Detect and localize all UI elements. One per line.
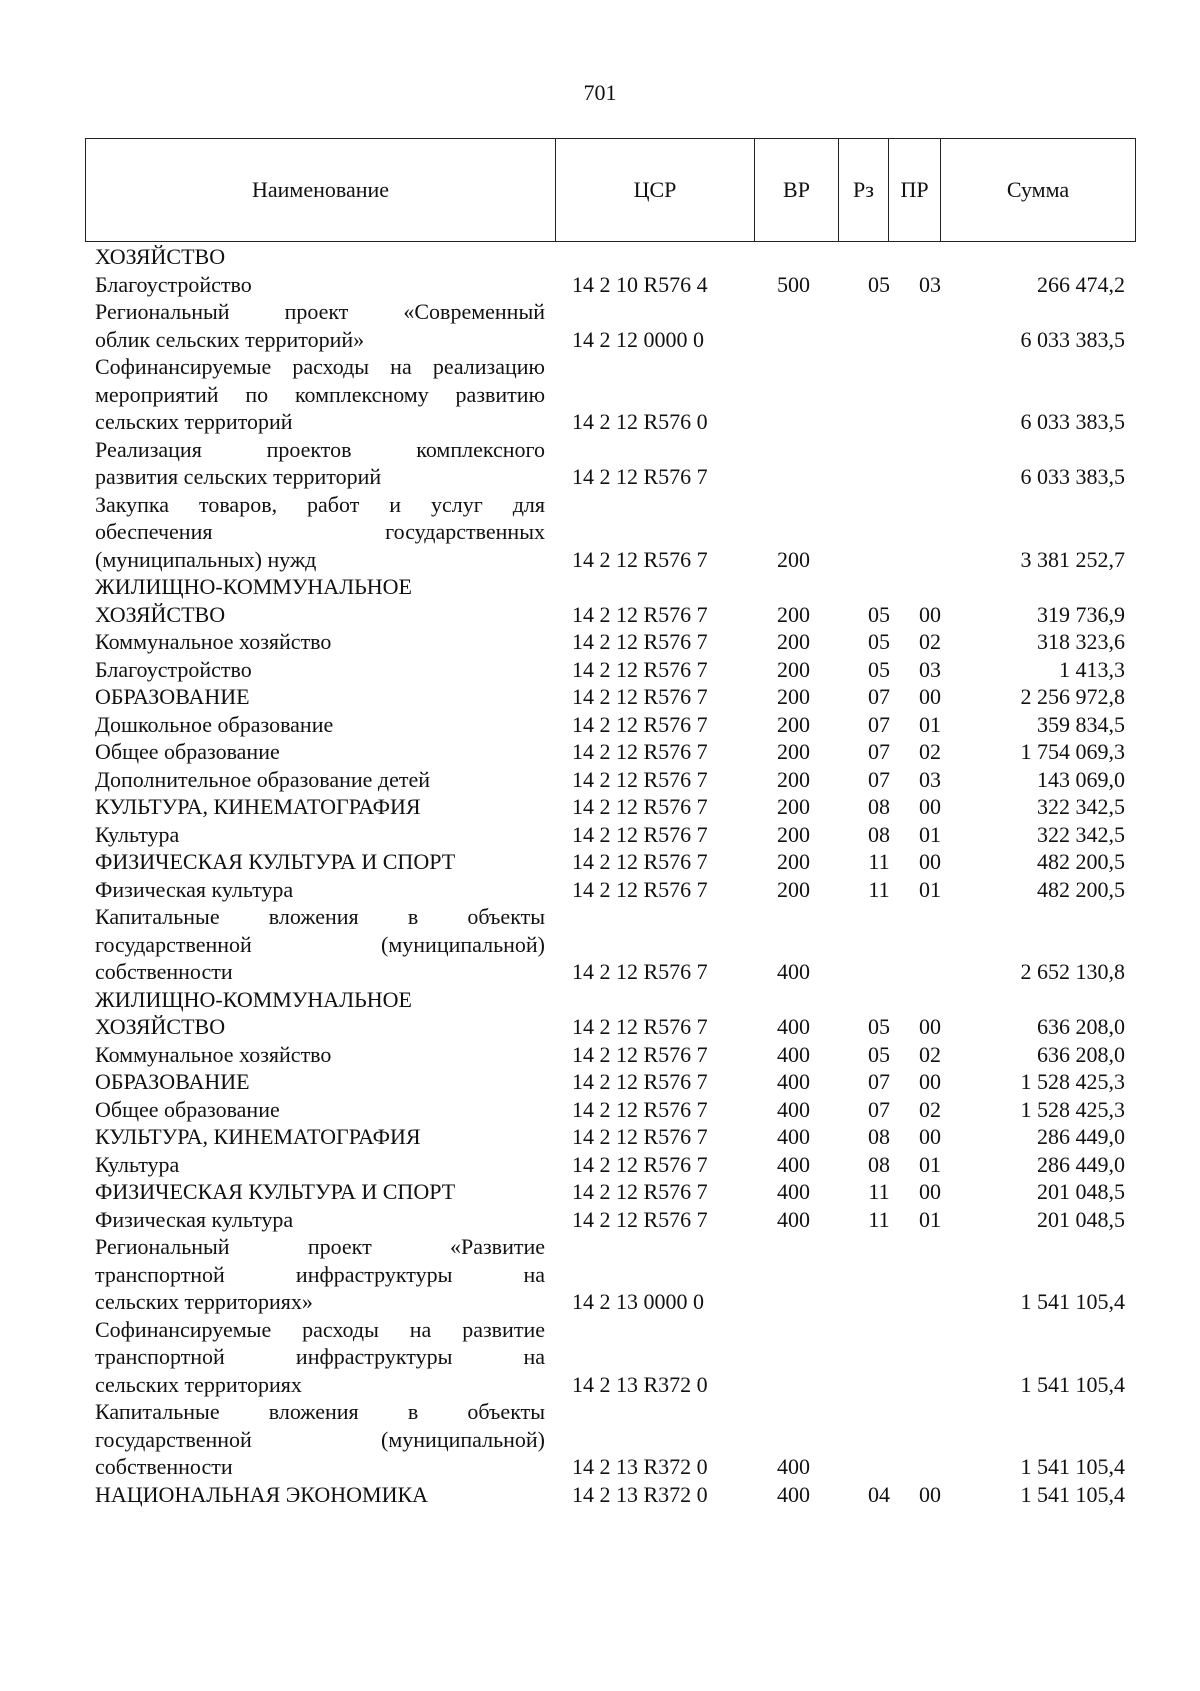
row-sum: 359 834,5 — [1037, 711, 1125, 737]
row-rz: 07 — [868, 684, 890, 709]
row-name-line: Общее образование — [95, 1096, 280, 1122]
row-rz — [855, 958, 903, 986]
row-name-line: обеспечения государственных — [95, 519, 545, 544]
row-name-line: ОБРАЗОВАНИЕ — [95, 1069, 250, 1094]
row-code: 14 2 12 R576 7 — [572, 656, 708, 682]
row-vr: 400 — [777, 1454, 810, 1479]
row-pr: 00 — [919, 1124, 941, 1149]
table-row — [85, 1123, 1135, 1151]
row-sum: 319 736,9 — [1037, 601, 1125, 627]
row-name-line: Физическая культура — [95, 1206, 294, 1232]
row-name-line: Физическая культура — [95, 876, 294, 902]
row-name-line: облик сельских территорий» — [95, 326, 365, 352]
row-rz: 05 — [868, 1041, 890, 1067]
row-pr: 02 — [919, 739, 941, 764]
row-name-line: КУЛЬТУРА, КИНЕМАТОГРАФИЯ — [95, 1124, 421, 1149]
row-name — [85, 436, 545, 491]
row-vr: 200 — [777, 766, 810, 792]
row-code: 14 2 12 R576 7 — [572, 1096, 708, 1122]
row-pr — [903, 463, 957, 491]
row-rz: 08 — [868, 1124, 890, 1149]
row-name — [85, 353, 545, 436]
row-name — [85, 986, 545, 1041]
table-row — [85, 1481, 1135, 1509]
row-rz — [855, 546, 903, 574]
table-row — [85, 876, 1135, 904]
row-sum: 1 541 105,4 — [1020, 1481, 1125, 1507]
header-pr: ПР — [889, 139, 941, 242]
header-vr: ВР — [755, 139, 839, 242]
row-name — [85, 1151, 545, 1179]
row-name — [85, 903, 545, 986]
row-name-line: развития сельских территорий — [95, 464, 382, 489]
row-code: 14 2 12 R576 7 — [572, 1151, 708, 1177]
row-vr — [766, 1288, 855, 1316]
row-rz: 11 — [868, 1206, 890, 1232]
row-name-line: Культура — [95, 1151, 180, 1177]
row-vr: 200 — [777, 739, 810, 764]
row-sum: 2 652 130,8 — [1020, 959, 1125, 984]
row-pr — [903, 1288, 957, 1316]
row-name — [85, 656, 545, 684]
table-row — [85, 1316, 1135, 1399]
row-pr — [903, 243, 957, 271]
row-code: 14 2 12 R576 7 — [572, 1179, 708, 1204]
row-rz: 05 — [868, 629, 890, 654]
row-name-line: ХОЗЯЙСТВО — [95, 601, 226, 627]
row-code: 14 2 12 R576 0 — [572, 409, 708, 434]
row-name-line: Общее образование — [95, 739, 280, 764]
row-name-line: Софинансируемые расходы на реализацию — [95, 354, 545, 379]
row-code: 14 2 12 R576 7 — [572, 1206, 708, 1232]
row-sum: 636 208,0 — [1037, 1041, 1125, 1067]
row-sum: 201 048,5 — [1037, 1206, 1125, 1232]
row-vr — [766, 1371, 855, 1399]
row-rz — [855, 408, 903, 436]
row-name — [85, 1316, 545, 1399]
row-code: 14 2 12 R576 7 — [572, 546, 708, 572]
row-code: 14 2 13 R372 0 — [572, 1481, 708, 1507]
row-name-line: Благоустройство — [95, 271, 252, 297]
row-name-line: Культура — [95, 821, 180, 847]
table-row — [85, 1206, 1135, 1234]
row-vr: 200 — [777, 656, 810, 682]
row-name — [85, 1178, 545, 1206]
row-name-line: сельских территориях — [95, 1371, 302, 1397]
table-row — [85, 243, 1135, 271]
row-sum: 6 033 383,5 — [1020, 409, 1125, 434]
row-code: 14 2 13 R372 0 — [572, 1371, 708, 1397]
row-code: 14 2 13 R372 0 — [572, 1454, 708, 1479]
row-code: 14 2 13 0000 0 — [572, 1289, 704, 1314]
row-name-line: собственности — [95, 959, 233, 984]
page-number: 701 — [583, 80, 617, 105]
row-rz: 05 — [868, 656, 890, 682]
row-name-line: Региональный проект «Современный — [95, 299, 545, 324]
row-name-line: сельских территорий — [95, 409, 293, 434]
row-name — [85, 1398, 545, 1481]
row-name-line: ФИЗИЧЕСКАЯ КУЛЬТУРА И СПОРТ — [95, 1179, 456, 1204]
row-code: 14 2 12 R576 7 — [572, 739, 708, 764]
table-row — [85, 436, 1135, 491]
row-vr: 400 — [777, 1014, 810, 1039]
row-pr: 00 — [919, 684, 941, 709]
row-rz: 08 — [868, 1151, 890, 1177]
row-pr: 00 — [919, 601, 941, 627]
row-name — [85, 573, 545, 628]
row-name — [85, 243, 545, 271]
row-pr: 00 — [919, 794, 941, 819]
row-name-line: собственности — [95, 1454, 233, 1479]
row-rz: 04 — [868, 1481, 890, 1507]
row-name — [85, 821, 545, 849]
row-code: 14 2 12 R576 7 — [572, 794, 708, 819]
row-name — [85, 1206, 545, 1234]
row-rz — [855, 1288, 903, 1316]
row-pr — [903, 326, 957, 354]
row-vr: 400 — [777, 1206, 810, 1232]
row-vr — [766, 326, 855, 354]
row-rz — [855, 1371, 903, 1399]
row-name-line: ФИЗИЧЕСКАЯ КУЛЬТУРА И СПОРТ — [95, 849, 456, 874]
row-vr: 400 — [777, 1481, 810, 1507]
row-pr — [903, 1371, 957, 1399]
row-name-line: Дополнительное образование детей — [95, 766, 431, 792]
row-vr: 200 — [777, 794, 810, 819]
row-name — [85, 876, 545, 904]
row-name — [85, 1068, 545, 1096]
row-name-line: сельских территориях» — [95, 1289, 313, 1314]
row-vr: 400 — [777, 1096, 810, 1122]
row-rz: 07 — [868, 766, 890, 792]
row-name-line: (муниципальных) нужд — [95, 546, 317, 572]
row-sum: 1 413,3 — [1059, 656, 1125, 682]
row-sum: 1 528 425,3 — [1020, 1069, 1125, 1094]
row-vr: 400 — [777, 959, 810, 984]
row-name-line: Дошкольное образование — [95, 711, 334, 737]
row-code: 14 2 12 R576 7 — [572, 1124, 708, 1149]
row-sum: 286 449,0 — [1037, 1151, 1125, 1177]
row-pr: 03 — [919, 271, 941, 297]
row-rz: 11 — [868, 849, 890, 874]
row-vr: 200 — [777, 546, 810, 572]
row-code: 14 2 12 R576 7 — [572, 684, 708, 709]
row-name-line: Капитальные вложения в объекты — [95, 1399, 545, 1424]
row-name-line: Региональный проект «Развитие — [95, 1234, 545, 1259]
row-sum: 201 048,5 — [1037, 1179, 1125, 1204]
table-row — [85, 1041, 1135, 1069]
row-rz — [855, 326, 903, 354]
table-row — [85, 491, 1135, 574]
row-sum: 143 069,0 — [1037, 766, 1125, 792]
header-code: ЦСР — [556, 139, 755, 242]
row-sum — [957, 243, 1135, 271]
table-row — [85, 738, 1135, 766]
row-sum: 6 033 383,5 — [1020, 326, 1125, 352]
header-rz: Рз — [839, 139, 889, 242]
row-name-line: ХОЗЯЙСТВО — [95, 244, 226, 269]
row-vr: 400 — [777, 1179, 810, 1204]
table-row — [85, 903, 1135, 986]
row-name-line: Благоустройство — [95, 656, 252, 682]
row-pr: 01 — [919, 1151, 941, 1177]
row-rz: 05 — [868, 601, 890, 627]
row-pr: 00 — [919, 1481, 941, 1507]
row-rz: 07 — [868, 1096, 890, 1122]
row-vr: 200 — [777, 684, 810, 709]
row-sum: 1 541 105,4 — [1020, 1454, 1125, 1479]
row-vr: 200 — [777, 711, 810, 737]
row-pr: 01 — [919, 711, 941, 737]
row-name-line: Коммунальное хозяйство — [95, 629, 332, 654]
table-row — [85, 683, 1135, 711]
row-vr: 200 — [777, 849, 810, 874]
row-name — [85, 766, 545, 794]
row-sum: 3 381 252,7 — [1020, 546, 1125, 572]
table-row — [85, 1233, 1135, 1316]
row-rz: 08 — [868, 794, 890, 819]
row-name — [85, 271, 545, 299]
row-rz: 05 — [868, 271, 890, 297]
row-name — [85, 683, 545, 711]
row-pr: 01 — [919, 821, 941, 847]
row-sum: 2 256 972,8 — [1020, 684, 1125, 709]
table-row — [85, 711, 1135, 739]
table-row — [85, 298, 1135, 353]
row-code: 14 2 12 R576 7 — [572, 629, 708, 654]
row-vr: 200 — [777, 876, 810, 902]
row-rz: 07 — [868, 711, 890, 737]
row-name — [85, 1096, 545, 1124]
row-name-line: ХОЗЯЙСТВО — [95, 1014, 226, 1039]
table-row — [85, 353, 1135, 436]
row-rz: 11 — [868, 876, 890, 902]
table-row — [85, 1178, 1135, 1206]
row-code — [545, 243, 766, 271]
table-body — [85, 243, 1135, 1508]
row-code: 14 2 12 R576 7 — [572, 959, 708, 984]
row-sum: 636 208,0 — [1037, 1014, 1125, 1039]
row-rz: 08 — [868, 821, 890, 847]
row-name-line: КУЛЬТУРА, КИНЕМАТОГРАФИЯ — [95, 794, 421, 819]
row-code: 14 2 12 R576 7 — [572, 766, 708, 792]
row-vr: 500 — [777, 271, 810, 297]
table-row — [85, 1398, 1135, 1481]
header-sum: Сумма — [941, 139, 1136, 242]
row-name — [85, 1481, 545, 1509]
row-code: 14 2 12 R576 7 — [572, 876, 708, 902]
row-rz — [855, 463, 903, 491]
row-code: 14 2 12 R576 7 — [572, 711, 708, 737]
row-name — [85, 793, 545, 821]
row-name-line: Капитальные вложения в объекты — [95, 904, 545, 929]
row-sum: 1 541 105,4 — [1020, 1289, 1125, 1314]
row-name — [85, 298, 545, 353]
row-name-line: Реализация проектов комплексного — [95, 436, 545, 462]
table-row — [85, 986, 1135, 1041]
row-name — [85, 628, 545, 656]
row-pr — [903, 1453, 957, 1481]
row-pr: 01 — [919, 876, 941, 902]
row-pr — [903, 408, 957, 436]
row-vr: 200 — [777, 601, 810, 627]
table-row — [85, 573, 1135, 628]
row-code: 14 2 12 R576 7 — [572, 821, 708, 847]
row-code: 14 2 12 R576 7 — [572, 601, 708, 627]
row-name-line: НАЦИОНАЛЬНАЯ ЭКОНОМИКА — [95, 1481, 429, 1507]
row-rz — [855, 1453, 903, 1481]
row-name — [85, 738, 545, 766]
header-name: Наименование — [86, 139, 556, 242]
row-sum: 1 528 425,3 — [1020, 1096, 1125, 1122]
table-row — [85, 1068, 1135, 1096]
row-name-line: Коммунальное хозяйство — [95, 1041, 332, 1067]
row-name-line: мероприятий по комплексному развитию — [95, 381, 545, 407]
row-name — [85, 848, 545, 876]
row-sum: 1 754 069,3 — [1020, 739, 1125, 764]
row-sum: 482 200,5 — [1037, 849, 1125, 874]
row-name-line: ОБРАЗОВАНИЕ — [95, 684, 250, 709]
row-vr: 400 — [777, 1124, 810, 1149]
row-name-line: ЖИЛИЩНО-КОММУНАЛЬНОЕ — [95, 574, 412, 599]
table-row — [85, 821, 1135, 849]
table-row — [85, 1151, 1135, 1179]
table-row — [85, 271, 1135, 299]
row-code: 14 2 12 R576 7 — [572, 1014, 708, 1039]
row-sum: 318 323,6 — [1037, 629, 1125, 654]
row-name — [85, 1233, 545, 1316]
row-pr: 03 — [919, 656, 941, 682]
table-row — [85, 766, 1135, 794]
row-pr: 00 — [919, 1014, 941, 1039]
row-code: 14 2 12 R576 7 — [572, 849, 708, 874]
row-pr: 01 — [919, 1206, 941, 1232]
row-name-line: ЖИЛИЩНО-КОММУНАЛЬНОЕ — [95, 986, 412, 1012]
row-name-line: Софинансируемые расходы на развитие — [95, 1316, 545, 1342]
row-pr: 00 — [919, 1179, 941, 1204]
row-name-line: транспортной инфраструктуры на — [95, 1261, 545, 1287]
row-vr: 200 — [777, 821, 810, 847]
row-sum: 322 342,5 — [1037, 794, 1125, 819]
row-vr — [766, 463, 855, 491]
row-rz: 05 — [868, 1014, 890, 1039]
row-pr: 00 — [919, 1069, 941, 1094]
row-code: 14 2 12 R576 7 — [572, 1041, 708, 1067]
row-name-line: Закупка товаров, работ и услуг для — [95, 491, 545, 517]
row-name — [85, 1041, 545, 1069]
row-code: 14 2 12 R576 7 — [572, 464, 708, 489]
table-row — [85, 656, 1135, 684]
table-row — [85, 793, 1135, 821]
row-vr: 400 — [777, 1069, 810, 1094]
row-pr — [903, 546, 957, 574]
row-name — [85, 491, 545, 574]
row-vr: 400 — [777, 1041, 810, 1067]
table-row — [85, 848, 1135, 876]
row-sum: 482 200,5 — [1037, 876, 1125, 902]
row-pr — [903, 958, 957, 986]
row-sum: 6 033 383,5 — [1020, 464, 1125, 489]
row-pr: 03 — [919, 766, 941, 792]
row-sum: 322 342,5 — [1037, 821, 1125, 847]
row-vr — [766, 243, 855, 271]
row-pr: 00 — [919, 849, 941, 874]
row-pr: 02 — [919, 629, 941, 654]
row-vr: 200 — [777, 629, 810, 654]
row-code: 14 2 12 R576 7 — [572, 1069, 708, 1094]
row-name — [85, 711, 545, 739]
row-sum: 286 449,0 — [1037, 1124, 1125, 1149]
row-pr: 02 — [919, 1096, 941, 1122]
row-pr: 02 — [919, 1041, 941, 1067]
row-sum: 1 541 105,4 — [1020, 1371, 1125, 1397]
row-sum: 266 474,2 — [1037, 271, 1125, 297]
row-name-line: государственной (муниципальной) — [95, 1426, 545, 1452]
row-rz: 07 — [868, 1069, 890, 1094]
row-name-line: государственной (муниципальной) — [95, 931, 545, 957]
row-rz: 07 — [868, 739, 890, 764]
row-rz — [855, 243, 903, 271]
row-name — [85, 1123, 545, 1151]
row-name-line: транспортной инфраструктуры на — [95, 1344, 545, 1369]
table-row — [85, 628, 1135, 656]
row-rz: 11 — [868, 1179, 890, 1204]
table-row — [85, 1096, 1135, 1124]
row-code: 14 2 12 0000 0 — [572, 326, 704, 352]
row-vr — [766, 408, 855, 436]
table-header — [85, 138, 1136, 242]
row-vr: 400 — [777, 1151, 810, 1177]
row-code: 14 2 10 R576 4 — [572, 271, 708, 297]
